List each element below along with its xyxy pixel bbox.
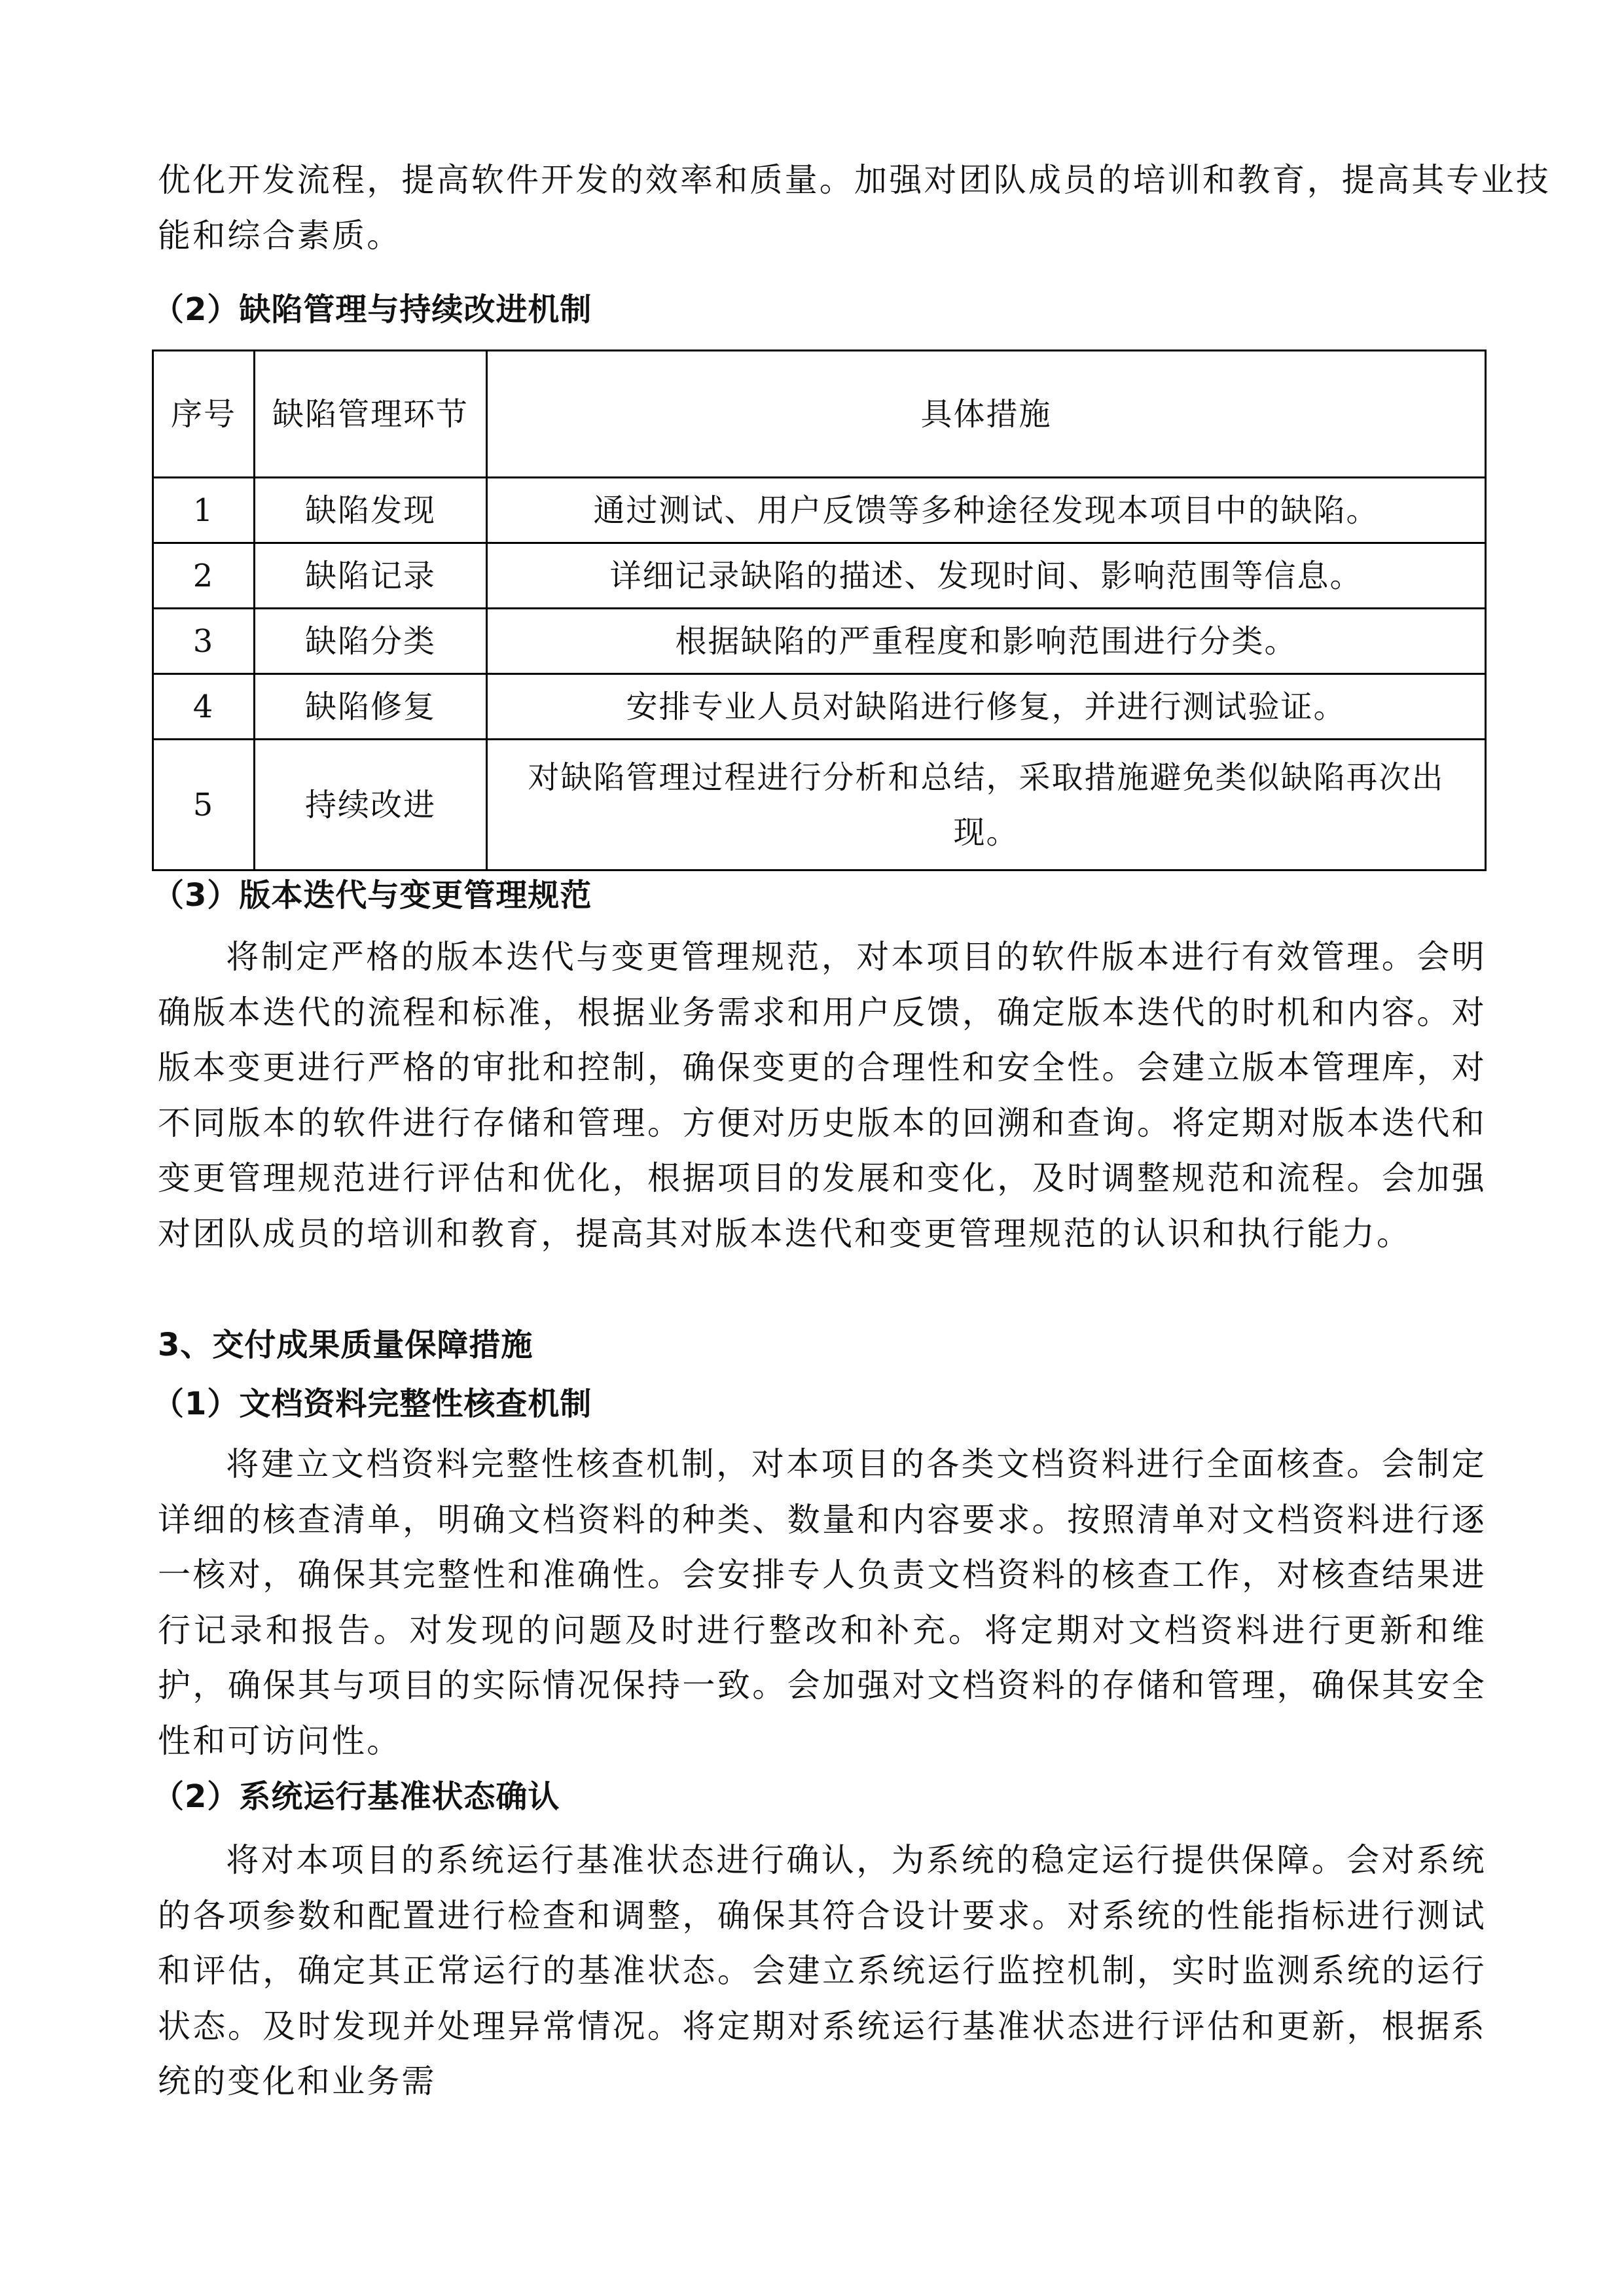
column-header-no: 序号 [153, 351, 255, 478]
paragraph-text: 将建立文档资料完整性核查机制，对本项目的各类文档资料进行全面核查。会制定详细的核查清单，明确文档资料的种类、数量和内容要求。按照清单对文档资料进行逐一核对，确保其完整性和准确性。会安排专人负责文档资料的核查工作，对核查结果进行记录和报告。对发现的问题及时进行整改和补充。将定期对文档资料进行更新和维护，确保其与项目的实际情况保持一致。会加强对文档资料的存储和管理，确保其安全性和可访问性。 [158, 1445, 1487, 1760]
cell-measure: 详细记录缺陷的描述、发现时间、影响范围等信息。 [487, 543, 1486, 609]
document-check-paragraph [158, 1437, 1487, 1768]
column-header-stage: 缺陷管理环节 [255, 351, 487, 478]
table-header-row [153, 351, 1486, 478]
cell-no: 4 [153, 674, 255, 740]
section-heading-document-check: （1）文档资料完整性核查机制 [153, 1386, 592, 1422]
cell-stage: 缺陷修复 [255, 674, 487, 740]
cell-measure: 对缺陷管理过程进行分析和总结，采取措施避免类似缺陷再次出现。 [487, 740, 1486, 870]
cell-no: 5 [153, 740, 255, 870]
intro-paragraph-line-2: 能和综合素质。 [158, 217, 402, 255]
cell-stage: 持续改进 [255, 740, 487, 870]
cell-no: 2 [153, 543, 255, 609]
cell-stage: 缺陷记录 [255, 543, 487, 609]
table-row [153, 609, 1486, 674]
cell-no: 3 [153, 609, 255, 674]
table-row [153, 543, 1486, 609]
cell-measure: 通过测试、用户反馈等多种途径发现本项目中的缺陷。 [487, 478, 1486, 543]
cell-measure: 根据缺陷的严重程度和影响范围进行分类。 [487, 609, 1486, 674]
section-heading-baseline-confirmation: （2）系统运行基准状态确认 [153, 1778, 560, 1815]
cell-stage: 缺陷分类 [255, 609, 487, 674]
defect-management-table [152, 350, 1487, 871]
table-row [153, 674, 1486, 740]
section-heading-defect-management: （2）缺陷管理与持续改进机制 [153, 291, 592, 328]
paragraph-text: 将制定严格的版本迭代与变更管理规范，对本项目的软件版本进行有效管理。会明确版本迭代的流程和标准，根据业务需求和用户反馈，确定版本迭代的时机和内容。对版本变更进行严格的审批和控制，确保变更的合理性和安全性。会建立版本管理库，对不同版本的软件进行存储和管理。方便对历史版本的回溯和查询。将定期对版本迭代和变更管理规范进行评估和优化，根据项目的发展和变化，及时调整规范和流程。会加强对团队成员的培训和教育，提高其对版本迭代和变更管理规范的认识和执行能力。 [158, 938, 1487, 1253]
cell-stage: 缺陷发现 [255, 478, 487, 543]
table-row [153, 740, 1486, 870]
cell-no: 1 [153, 478, 255, 543]
section-heading-delivery-quality: 3、交付成果质量保障措施 [158, 1327, 533, 1363]
section-heading-version-management: （3）版本迭代与变更管理规范 [153, 877, 592, 914]
cell-measure: 安排专业人员对缺陷进行修复，并进行测试验证。 [487, 674, 1486, 740]
column-header-measure: 具体措施 [487, 351, 1486, 478]
intro-paragraph-line-1: 优化开发流程，提高软件开发的效率和质量。加强对团队成员的培训和教育，提高其专业技 [158, 161, 1551, 199]
table-row [153, 478, 1486, 543]
version-management-paragraph [158, 929, 1487, 1261]
paragraph-text: 将对本项目的系统运行基准状态进行确认，为系统的稳定运行提供保障。会对系统的各项参数和配置进行检查和调整，确保其符合设计要求。对系统的性能指标进行测试和评估，确定其正常运行的基准状态。会建立系统运行监控机制，实时监测系统的运行状态。及时发现并处理异常情况。将定期对系统运行基准状态进行评估和更新，根据系统的变化和业务需 [158, 1841, 1487, 2100]
baseline-confirmation-paragraph [158, 1833, 1487, 2109]
